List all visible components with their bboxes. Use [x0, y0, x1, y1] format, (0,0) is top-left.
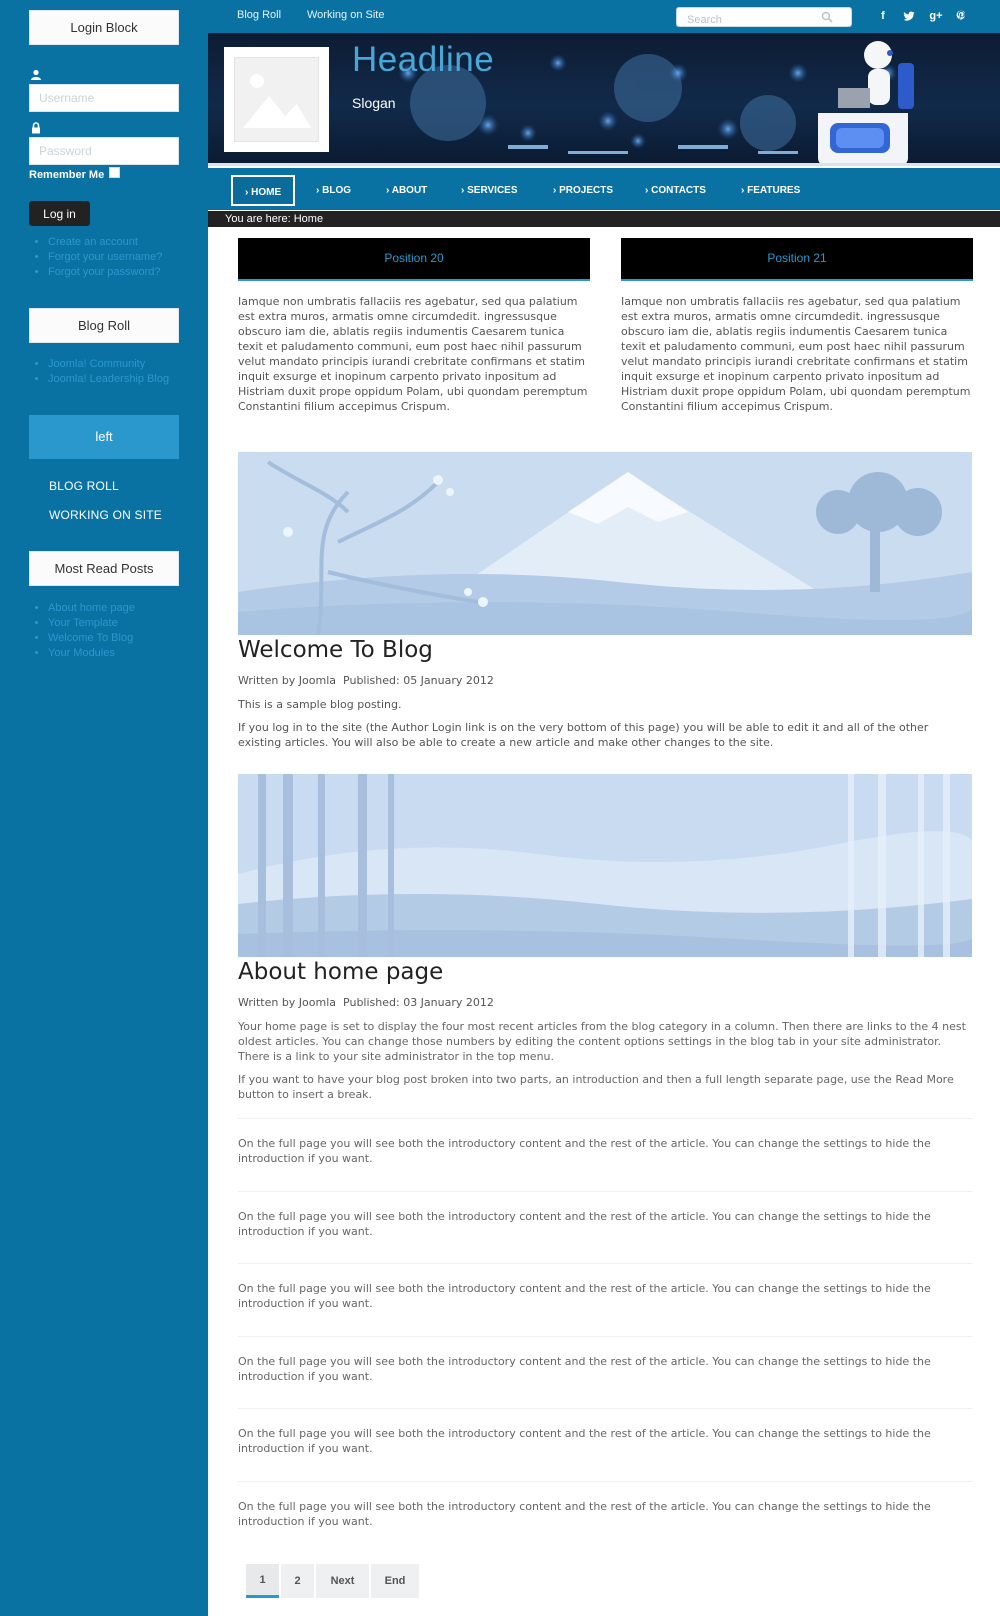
- username-field[interactable]: [29, 84, 179, 112]
- left-sidebar: [0, 0, 208, 1616]
- article-meta: [238, 674, 494, 687]
- forgot-username-link[interactable]: Forgot your username?: [48, 251, 163, 263]
- twitter-icon[interactable]: [903, 10, 915, 22]
- lock-icon: [30, 122, 42, 134]
- search-icon[interactable]: [821, 11, 833, 23]
- nav-services[interactable]: › SERVICES: [461, 185, 518, 196]
- article-image-mountain-blossom[interactable]: [238, 452, 972, 635]
- main-navigation: [208, 168, 1000, 210]
- article-paragraph: If you log in to the site (the Author Login link is on the very bottom of this page) you will be able to edit it and all of the other existing articles. You will also be able to create a new article and make other changes to the site.: [238, 721, 929, 749]
- joomla-community-link[interactable]: Joomla! Community: [48, 358, 146, 370]
- nav-blog[interactable]: › BLOG: [316, 185, 351, 196]
- nav-about[interactable]: › ABOUT: [386, 185, 428, 196]
- intro-item: [238, 1408, 972, 1456]
- banner-divider: [208, 163, 1000, 166]
- google-plus-icon[interactable]: g+: [929, 10, 943, 22]
- article-title[interactable]: About home page: [238, 959, 444, 985]
- most-read-link[interactable]: About home page: [48, 602, 135, 614]
- login-block-title: Login Block: [29, 10, 179, 45]
- most-read-links: [36, 601, 135, 661]
- site-logo-placeholder[interactable]: [224, 47, 329, 152]
- intro-text: On the full page you will see both the introductory content and the rest of the article. You can change the settings to hide the introduction if you want.: [238, 1500, 931, 1528]
- most-read-title: Most Read Posts: [29, 551, 179, 586]
- search-box: [676, 7, 852, 27]
- article-paragraph: Your home page is set to display the four most recent articles from the blog category in a column. Then there are links to the 4 nest oldest articles. You can change those numbers by editing the content options settings in the blog tab in your site administrator. There is a link to your site administrator in the top menu.: [238, 1020, 966, 1063]
- intro-item: [238, 1336, 972, 1384]
- site-headline: Headline: [352, 40, 495, 79]
- article-author: Written by Joomla: [238, 996, 337, 1009]
- position-20-text: Iamque non umbratis fallaciis res agebatur, sed qua palatium est extra muros, armatis omne circumdedit. ingressusque obscuro iam die, ablatis regiis indumentis Caesarem tunica texit et paludamento communi, eum post haec nihil passurum velut mandato principis iurandi crebritate confirmans et statim inquit exsurge et inopinum carpento privato inpositum ad Histriam duxit prope oppidum Polam, ubi quondam peremptum Constantini filium accepimus Crispum.: [238, 295, 588, 413]
- breadcrumb-label: You are here:: [225, 213, 291, 225]
- next-page-button[interactable]: Next: [316, 1564, 369, 1598]
- login-links: [36, 235, 162, 280]
- article-image-bamboo[interactable]: [238, 774, 972, 957]
- forgot-password-link[interactable]: Forgot your password?: [48, 266, 161, 278]
- article-paragraph: If you want to have your blog post broken into two parts, an introduction and then a full length separate page, use the Read More button to insert a break.: [238, 1073, 954, 1101]
- intro-item: [238, 1118, 972, 1166]
- position-21-text: Iamque non umbratis fallaciis res agebatur, sed qua palatium est extra muros, armatis omne circumdedit. ingressusque obscuro iam die, ablatis regiis indumentis Caesarem tunica texit et paludamento communi, eum post haec nihil passurum velut mandato principis iurandi crebritate confirmans et statim inquit exsurge et inopinum carpento privato inpositum ad Histriam duxit prope oppidum Polam, ubi quondam peremptum Constantini filium accepimus Crispum.: [621, 295, 971, 413]
- breadcrumb-home[interactable]: Home: [293, 213, 324, 225]
- remember-me-label: Remember Me: [29, 169, 105, 181]
- intro-text: On the full page you will see both the introductory content and the rest of the article. You can change the settings to hide the introduction if you want.: [238, 1355, 931, 1383]
- article-published: Published: 03 January 2012: [343, 996, 494, 1009]
- remember-me-checkbox[interactable]: [109, 167, 120, 178]
- user-icon: [30, 69, 42, 81]
- nav-home[interactable]: › HOME: [231, 175, 295, 206]
- intro-item: [238, 1481, 972, 1529]
- top-link-blog-roll[interactable]: Blog Roll: [237, 9, 282, 21]
- article-paragraph: This is a sample blog posting.: [238, 698, 402, 711]
- intro-text: On the full page you will see both the introductory content and the rest of the article. You can change the settings to hide the introduction if you want.: [238, 1137, 931, 1165]
- most-read-link[interactable]: Your Modules: [48, 647, 115, 659]
- breadcrumb: [208, 211, 1000, 227]
- intro-text: On the full page you will see both the introductory content and the rest of the article. You can change the settings to hide the introduction if you want.: [238, 1282, 931, 1310]
- page-2-button[interactable]: 2: [281, 1564, 314, 1598]
- search-input[interactable]: [685, 11, 824, 29]
- nav-contacts[interactable]: › CONTACTS: [645, 185, 706, 196]
- blog-roll-title: Blog Roll: [29, 308, 179, 343]
- facebook-icon[interactable]: f: [881, 10, 885, 22]
- intro-item: [238, 1191, 972, 1239]
- most-read-link[interactable]: Your Template: [48, 617, 118, 629]
- intro-text: On the full page you will see both the introductory content and the rest of the article. You can change the settings to hide the introduction if you want.: [238, 1427, 931, 1455]
- remember-me: [29, 169, 120, 181]
- joomla-leadership-link[interactable]: Joomla! Leadership Blog: [48, 373, 170, 385]
- side-menu-blog-roll[interactable]: BLOG ROLL: [49, 479, 119, 493]
- article-published: Published: 05 January 2012: [343, 674, 494, 687]
- position-20-title: Position 20: [238, 238, 590, 281]
- blog-roll-links: [36, 357, 169, 387]
- password-field[interactable]: [29, 137, 179, 165]
- most-read-link[interactable]: Welcome To Blog: [48, 632, 134, 644]
- end-page-button[interactable]: End: [371, 1564, 419, 1598]
- nav-features[interactable]: › FEATURES: [741, 185, 801, 196]
- article-meta: [238, 996, 494, 1009]
- intro-item: [238, 1263, 972, 1311]
- left-module-title: left: [29, 415, 179, 459]
- create-account-link[interactable]: Create an account: [48, 236, 138, 248]
- login-button[interactable]: Log in: [29, 201, 90, 226]
- image-placeholder-icon: [235, 58, 318, 141]
- side-menu-working-on-site[interactable]: WORKING ON SITE: [49, 508, 163, 522]
- top-link-working-on-site[interactable]: Working on Site: [307, 9, 385, 21]
- header-banner: [208, 33, 1000, 166]
- position-21-title: Position 21: [621, 238, 973, 281]
- page-1-button[interactable]: 1: [246, 1564, 279, 1598]
- top-bar: [208, 0, 1000, 33]
- site-slogan: Slogan: [352, 95, 396, 111]
- intro-text: On the full page you will see both the introductory content and the rest of the article. You can change the settings to hide the introduction if you want.: [238, 1210, 931, 1238]
- article-title[interactable]: Welcome To Blog: [238, 637, 433, 663]
- pinterest-icon[interactable]: [955, 10, 967, 22]
- article-author: Written by Joomla: [238, 674, 337, 687]
- nav-projects[interactable]: › PROJECTS: [553, 185, 614, 196]
